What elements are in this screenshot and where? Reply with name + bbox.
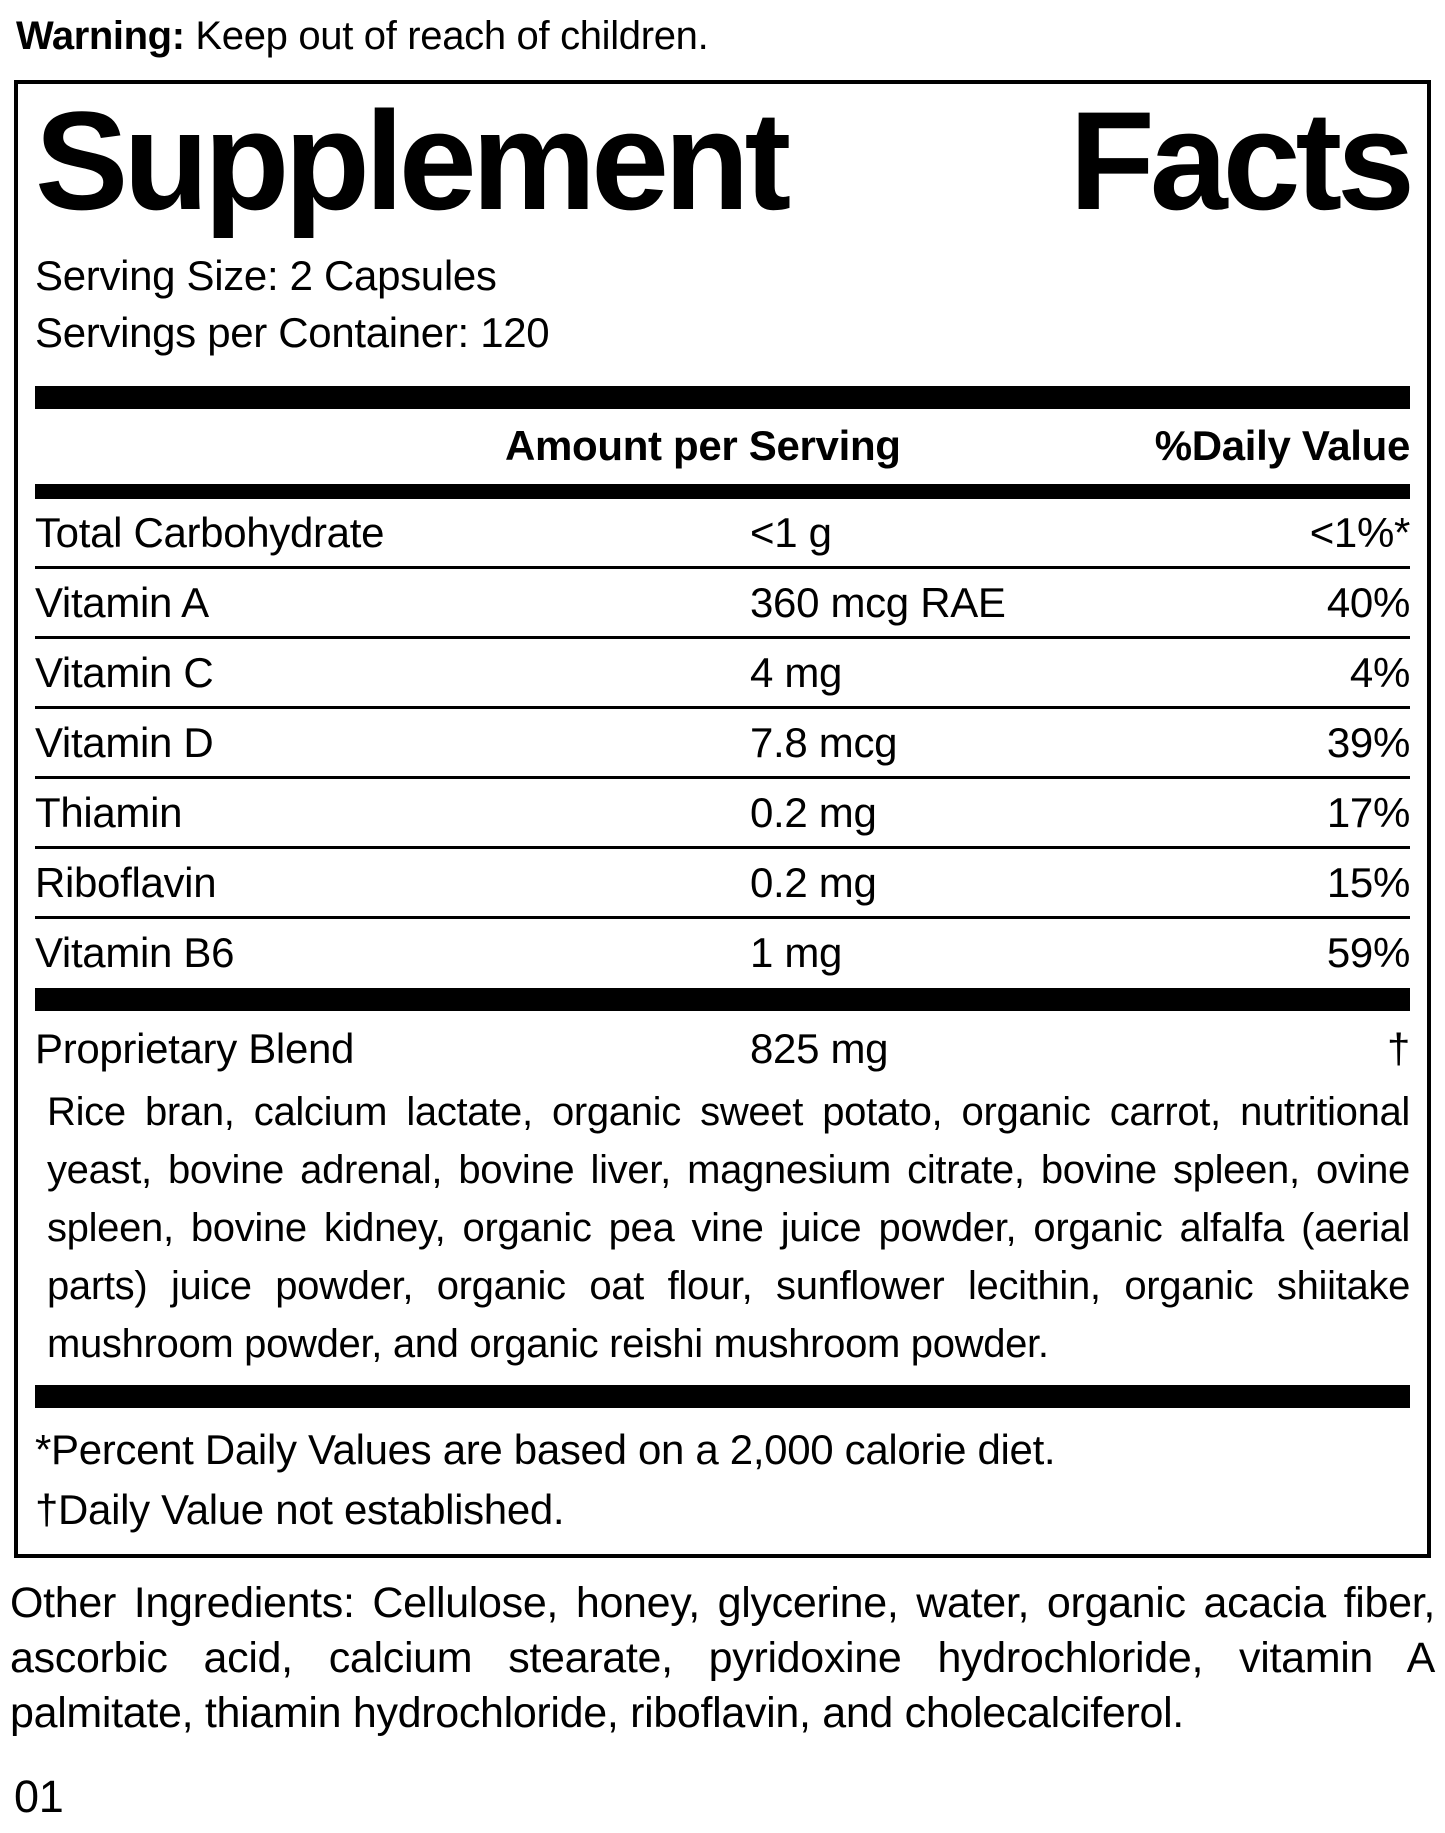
amount-column-header: Amount per Serving xyxy=(505,421,901,469)
nutrient-name: Riboflavin xyxy=(35,858,217,906)
warning-body: Keep out of reach of children. xyxy=(184,14,709,58)
nutrient-row xyxy=(35,499,1410,566)
nutrient-row xyxy=(35,706,1410,776)
nutrient-row xyxy=(35,636,1410,706)
panel-title-word-2: Facts xyxy=(1069,82,1410,239)
footnotes xyxy=(35,1420,1410,1540)
divider-bar-footnotes xyxy=(35,1385,1410,1408)
nutrient-dv: 59% xyxy=(1326,928,1410,976)
nutrient-name: Thiamin xyxy=(35,788,183,836)
divider-bar-blend xyxy=(35,988,1410,1011)
proprietary-blend-row xyxy=(35,1011,1410,1081)
footnote-percent-dv: *Percent Daily Values are based on a 2,000 calorie diet. xyxy=(35,1425,1056,1473)
panel-title xyxy=(35,82,1410,239)
table-header-row xyxy=(35,409,1410,484)
footnote-dagger: †Daily Value not established. xyxy=(35,1485,565,1533)
nutrient-name: Vitamin D xyxy=(35,718,214,766)
daily-value-column-header: %Daily Value xyxy=(1154,421,1410,469)
supplement-facts-panel xyxy=(14,80,1431,1558)
panel-title-word-1: Supplement xyxy=(35,82,787,239)
nutrient-dv: <1%* xyxy=(1309,508,1410,556)
nutrient-name: Total Carbohydrate xyxy=(35,508,385,556)
nutrient-name: Vitamin C xyxy=(35,648,214,696)
nutrient-amount: <1 g xyxy=(750,508,832,556)
nutrient-amount: 360 mcg RAE xyxy=(750,578,1006,626)
warning-text xyxy=(16,14,1445,58)
blend-dv-dagger: † xyxy=(1386,1024,1410,1072)
nutrient-name: Vitamin B6 xyxy=(35,928,235,976)
nutrient-dv: 4% xyxy=(1349,648,1410,696)
nutrient-dv: 40% xyxy=(1326,578,1410,626)
footer-code: 01 xyxy=(14,1771,64,1823)
serving-size: Serving Size: 2 Capsules xyxy=(35,251,497,299)
nutrient-row xyxy=(35,846,1410,916)
nutrient-amount: 7.8 mcg xyxy=(750,718,898,766)
nutrient-amount: 0.2 mg xyxy=(750,858,877,906)
nutrient-amount: 1 mg xyxy=(750,928,843,976)
nutrient-row xyxy=(35,916,1410,986)
blend-ingredients-text: Rice bran, calcium lactate, organic sweet potato, organic carrot, nutritional yeast, bovine adrenal, bovine liver, magnesium citrate, bovine spleen, ovine spleen, bovine kidney, organic pea vine juice powder, organic alfalfa (aerial parts) juice powder, organic oat flour, sunflower lecithin, organic shiitake mushroom powder, and organic reishi mushroom powder. xyxy=(47,1089,1410,1366)
nutrient-dv: 15% xyxy=(1326,858,1410,906)
warning-label: Warning: xyxy=(16,14,185,58)
other-ingredients-text: Other Ingredients: Cellulose, honey, glycerine, water, organic acacia fiber, ascorbic acid, calcium stearate, pyridoxine hydrochloride, vitamin A palmitate, thiamin hydrochloride, riboflavin, and cholecalciferol. xyxy=(10,1578,1435,1738)
nutrient-amount: 4 mg xyxy=(750,648,843,696)
blend-amount: 825 mg xyxy=(750,1024,889,1072)
nutrient-amount: 0.2 mg xyxy=(750,788,877,836)
nutrient-dv: 39% xyxy=(1326,718,1410,766)
nutrient-row xyxy=(35,776,1410,846)
divider-bar-header xyxy=(35,484,1410,499)
nutrient-dv: 17% xyxy=(1326,788,1410,836)
nutrient-table xyxy=(35,499,1410,986)
blend-name: Proprietary Blend xyxy=(35,1024,355,1072)
serving-info xyxy=(35,247,1410,362)
servings-per-container: Servings per Container: 120 xyxy=(35,309,550,357)
nutrient-row xyxy=(35,566,1410,636)
nutrient-name: Vitamin A xyxy=(35,578,209,626)
divider-bar-top xyxy=(35,386,1410,409)
